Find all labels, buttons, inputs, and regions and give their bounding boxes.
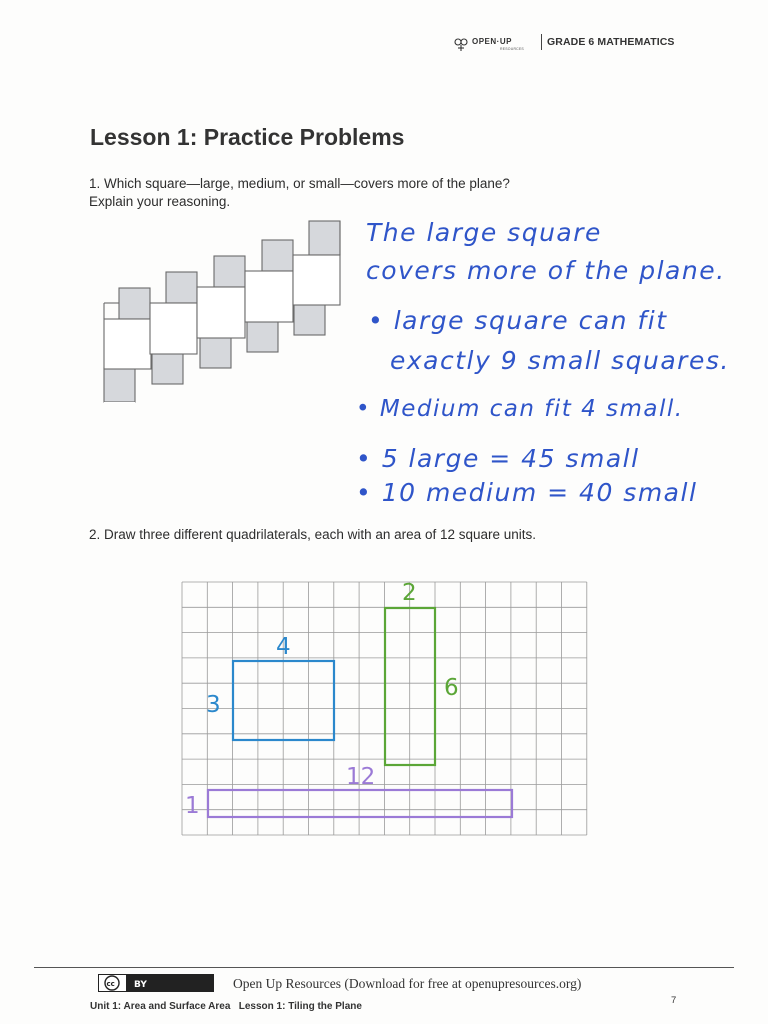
cc-license-icon: [98, 974, 214, 992]
label-1: 1: [185, 793, 200, 819]
logo-subtext: RESOURCES: [500, 47, 524, 51]
header-divider: [541, 34, 542, 50]
page-number: 7: [671, 995, 677, 1006]
label-6: 6: [444, 675, 459, 701]
answer-line-1: The large square: [366, 218, 602, 247]
square-grid: [180, 578, 592, 848]
label-4: 4: [276, 634, 291, 660]
logo-text: OPEN·UP: [472, 37, 512, 46]
label-12: 12: [346, 764, 376, 790]
question-2-text: 2. Draw three different quadrilaterals, each with an area of 12 square units.: [89, 527, 537, 542]
license-label: BY: [134, 980, 147, 990]
answer-line-4: exactly 9 small squares.: [390, 346, 730, 375]
label-3: 3: [206, 692, 221, 718]
tiling-figure: [95, 216, 345, 408]
footer-rule: [34, 967, 734, 968]
grade-label: GRADE 6 MATHEMATICS: [547, 36, 675, 48]
question-1-text: 1. Which square—large, medium, or small—covers more of the plane? Explain your reasoning.: [89, 176, 510, 209]
rectangle-12-by-1: [208, 790, 512, 817]
answer-line-6: • 5 large = 45 small: [356, 444, 640, 473]
label-2: 2: [402, 580, 417, 606]
answer-line-2: covers more of the plane.: [366, 256, 726, 285]
page-title: Lesson 1: Practice Problems: [90, 124, 405, 150]
answer-line-7: • 10 medium = 40 small: [356, 478, 698, 507]
answer-line-3: • large square can fit: [368, 306, 668, 335]
answer-line-5: • Medium can fit 4 small.: [356, 396, 684, 422]
svg-text:cc: cc: [106, 980, 115, 988]
footer-credit: Open Up Resources (Download for free at openupresources.org): [233, 976, 582, 991]
footer-unit-lesson: Unit 1: Area and Surface Area Lesson 1: Tiling the Plane: [90, 1001, 362, 1012]
